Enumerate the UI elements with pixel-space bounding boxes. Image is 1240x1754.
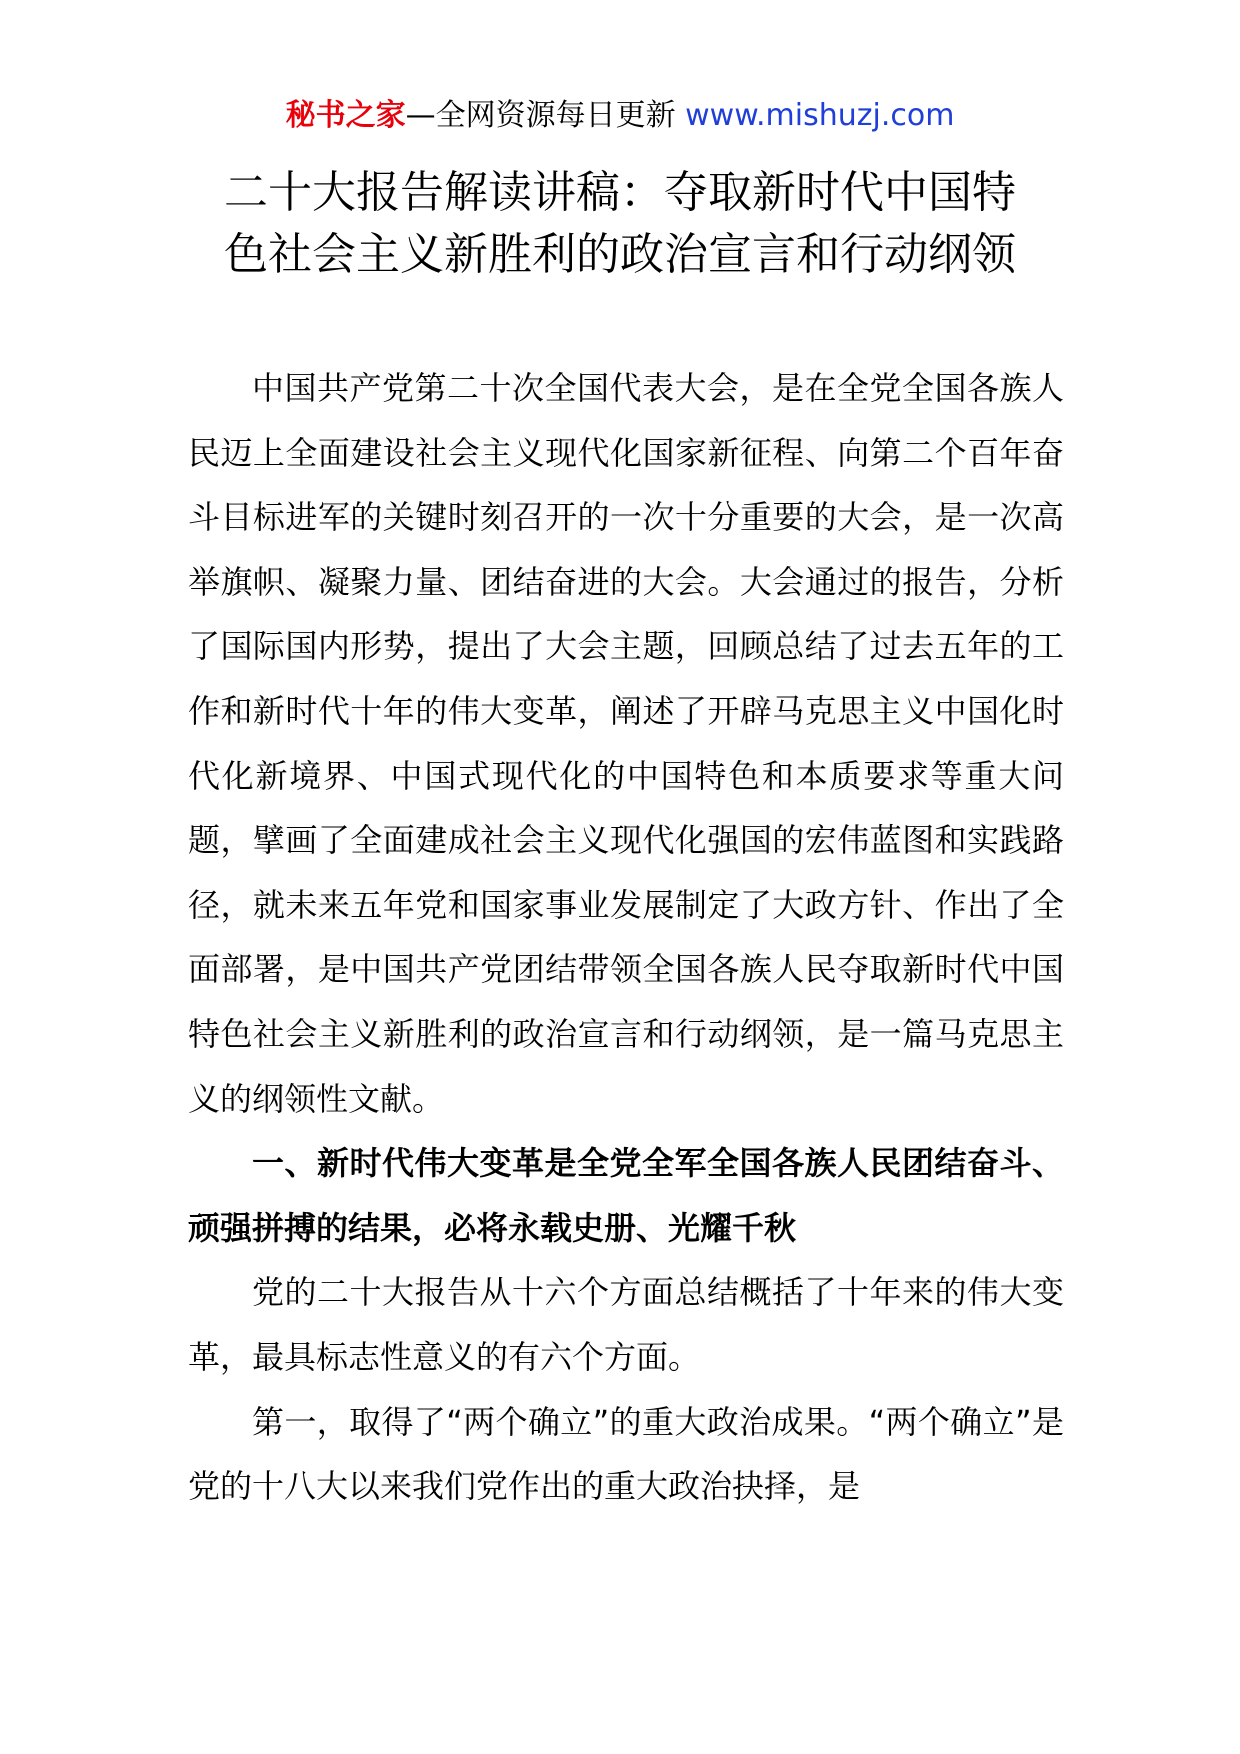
body-paragraph: 第一，取得了“两个确立”的重大政治成果。“两个确立”是党的十八大以来我们党作出的重大政治抉择，是: [188, 1402, 1064, 1506]
site-brand: 秘书之家: [285, 98, 406, 133]
body-paragraph: 党的二十大报告从十六个方面总结概括了十年来的伟大变革，最具标志性意义的有六个方面。: [188, 1273, 1064, 1376]
site-tagline: —全网资源每日更新: [405, 98, 686, 133]
section-heading: 一、新时代伟大变革是全党全军全国各族人民团结奋斗、顽强拼搏的结果，必将永载史册、光耀千秋: [188, 1144, 1064, 1247]
document-title-line-1: 二十大报告解读讲稿：夺取新时代中国特: [224, 167, 1016, 218]
document-body: [188, 356, 1064, 1519]
body-paragraph: 中国共产党第二十次全国代表大会，是在全党全国各族人民迈上全面建设社会主义现代化国家新征程、向第二个百年奋斗目标进军的关键时刻召开的一次十分重要的大会，是一次高举旗帜、凝聚力量、团结奋进的大会。大会通过的报告，分析了国际国内形势，提出了大会主题，回顾总结了过去五年的工作和新时代十年的伟大变革，阐述了开辟马克思主义中国化时代化新境界、中国式现代化的中国特色和本质要求等重大问题，擘画了全面建成社会主义现代化强国的宏伟蓝图和实践路径，就未来五年党和国家事业发展制定了大政方针、作出了全面部署，是中国共产党团结带领全国各族人民夺取新时代中国特色社会主义新胜利的政治宣言和行动纲领，是一篇马克思主义的纲领性文献。: [188, 369, 1064, 1118]
site-url-link[interactable]: www.mishuzj.com: [685, 98, 955, 133]
site-header: [0, 96, 1240, 136]
document-title-line-2: 色社会主义新胜利的政治宣言和行动纲领: [224, 229, 1016, 280]
document-title: [150, 162, 1090, 286]
